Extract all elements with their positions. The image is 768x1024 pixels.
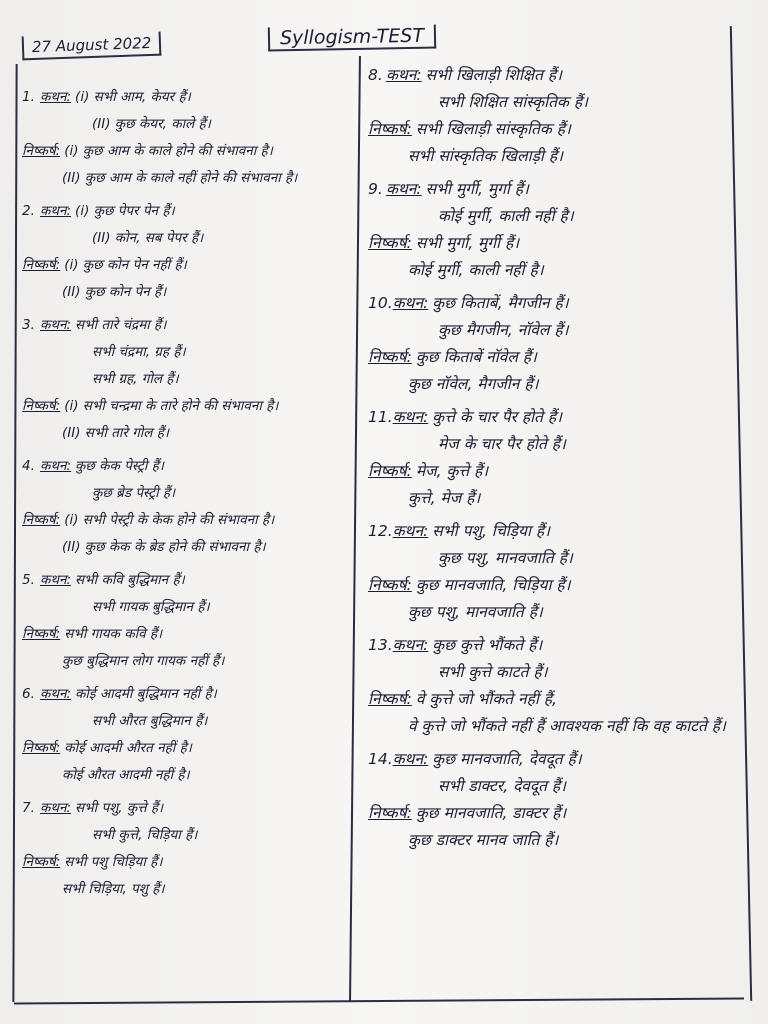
statement-text: कुछ कुत्ते भौंकते हैं। [432, 636, 543, 654]
statement-text: सभी खिलाड़ी शिक्षित हैं। [425, 66, 562, 84]
question-block [368, 746, 738, 854]
conclusion-text: मेज, कुत्ते हैं। [415, 462, 489, 480]
statement-line [22, 681, 352, 708]
question-number: 4. [22, 458, 35, 474]
conclusion-line [22, 420, 352, 447]
conclusion-line [22, 507, 352, 534]
conclusion-label: निष्कर्ष: [22, 854, 61, 870]
statement-text: कुत्ते के चार पैर होते हैं। [432, 408, 562, 426]
conclusion-line [22, 534, 352, 561]
statement-line [368, 632, 738, 659]
conclusion-text: कुछ मानवजाति, डाक्टर हैं। [415, 804, 567, 822]
conclusion-line [22, 876, 352, 903]
conclusion-line [368, 599, 738, 626]
conclusion-line [22, 252, 352, 279]
question-block [22, 567, 352, 675]
statement-text: कोई मुर्गी, काली नहीं है। [438, 207, 574, 225]
page-title: Syllogism-TEST [268, 25, 436, 52]
conclusion-text: सभी सांस्कृतिक खिलाड़ी हैं। [408, 147, 563, 165]
statement-label: कथन: [40, 686, 72, 702]
conclusion-line [368, 458, 738, 485]
conclusion-line [368, 344, 738, 371]
statement-line [22, 198, 352, 225]
conclusion-text: वे कुत्ते जो भौंकते नहीं हैं, [415, 690, 557, 708]
statement-text: कोई आदमी बुद्धिमान नहीं है। [75, 686, 217, 702]
statement-line [368, 659, 738, 686]
conclusion-label: निष्कर्ष: [368, 690, 412, 708]
statement-text: सभी शिक्षित सांस्कृतिक हैं। [438, 93, 588, 111]
statement-line [368, 290, 738, 317]
statement-text: कुछ मैगजीन, नॉवेल हैं। [438, 321, 569, 339]
conclusion-text: कुछ मानवजाति, चिड़िया हैं। [415, 576, 571, 594]
statement-line [368, 317, 738, 344]
conclusion-text: कोई मुर्गी, काली नहीं है। [408, 261, 544, 279]
conclusion-text: (i) कुछ आम के काले होने की संभावना है। [64, 143, 273, 159]
question-block [368, 290, 738, 398]
question-number: 1. [22, 89, 35, 105]
statement-line [368, 545, 738, 572]
statement-line [22, 567, 352, 594]
question-number: 5. [22, 572, 35, 588]
conclusion-text: कुछ डाक्टर मानव जाति हैं। [408, 831, 559, 849]
right-column [368, 62, 738, 860]
conclusion-text: (i) सभी पेस्ट्री के केक होने की संभावना है। [64, 512, 275, 528]
statement-text: सभी मुर्गी, मुर्गा हैं। [425, 180, 529, 198]
conclusion-label: निष्कर्ष: [368, 462, 412, 480]
statement-text: सभी पशु, चिड़िया हैं। [432, 522, 551, 540]
statement-text: (i) सभी आम, केयर हैं। [75, 89, 191, 105]
statement-text: कुछ ब्रेड पेस्ट्री हैं। [92, 485, 176, 501]
conclusion-text: (II) सभी तारे गोल हैं। [62, 425, 170, 441]
conclusion-text: कोई औरत आदमी नहीं है। [62, 767, 190, 783]
conclusion-line [368, 800, 738, 827]
statement-line [368, 62, 738, 89]
statement-text: (i) कुछ पेपर पेन हैं। [75, 203, 175, 219]
conclusion-text: कुछ बुद्धिमान लोग गायक नहीं हैं। [62, 653, 225, 669]
question-block [368, 518, 738, 626]
statement-label: कथन: [40, 89, 72, 105]
conclusion-line [22, 393, 352, 420]
question-number: 14. [368, 750, 393, 768]
conclusion-text: (i) सभी चन्द्रमा के तारे होने की संभावना है। [64, 398, 279, 414]
conclusion-text: (i) कुछ कोन पेन नहीं हैं। [64, 257, 187, 273]
statement-line [22, 84, 352, 111]
conclusion-label: निष्कर्ष: [368, 348, 412, 366]
conclusion-line [368, 143, 738, 170]
statement-line [22, 795, 352, 822]
conclusion-label: निष्कर्ष: [22, 398, 61, 414]
conclusion-label: निष्कर्ष: [368, 120, 412, 138]
conclusion-text: कुछ पशु, मानवजाति हैं। [408, 603, 543, 621]
conclusion-label: निष्कर्ष: [368, 576, 412, 594]
statement-line [368, 89, 738, 116]
question-number: 9. [368, 180, 383, 198]
statement-line [368, 431, 738, 458]
conclusion-text: सभी पशु चिड़िया हैं। [64, 854, 163, 870]
statement-text: सभी डाक्टर, देवदूत हैं। [438, 777, 567, 795]
statement-label: कथन: [392, 408, 429, 426]
statement-line [22, 312, 352, 339]
conclusion-text: (II) कुछ केक के ब्रेड होने की संभावना है। [62, 539, 266, 555]
question-number: 13. [368, 636, 393, 654]
statement-line [368, 203, 738, 230]
conclusion-text: कोई आदमी औरत नहीं है। [64, 740, 192, 756]
statement-line [368, 176, 738, 203]
question-number: 12. [368, 522, 393, 540]
question-number: 10. [368, 294, 393, 312]
statement-label: कथन: [392, 750, 429, 768]
statement-line [22, 111, 352, 138]
statement-text: सभी कुत्ते, चिड़िया हैं। [92, 827, 198, 843]
statement-label: कथन: [40, 203, 72, 219]
statement-text: कुछ केक पेस्ट्री हैं। [75, 458, 164, 474]
statement-label: कथन: [392, 636, 429, 654]
question-block [368, 632, 738, 740]
question-number: 6. [22, 686, 35, 702]
conclusion-text: सभी गायक कवि हैं। [64, 626, 163, 642]
conclusion-text: सभी चिड़िया, पशु हैं। [62, 881, 165, 897]
statement-text: कुछ पशु, मानवजाति हैं। [438, 549, 573, 567]
statement-line [22, 366, 352, 393]
conclusion-text: (II) कुछ आम के काले नहीं होने की संभावना है। [62, 170, 298, 186]
conclusion-line [368, 686, 738, 713]
conclusion-line [368, 116, 738, 143]
statement-text: सभी गायक बुद्धिमान हैं। [92, 599, 210, 615]
statement-line [22, 453, 352, 480]
date: 27 August 2022 [22, 32, 162, 61]
question-block [22, 312, 352, 447]
conclusion-line [368, 485, 738, 512]
statement-line [22, 480, 352, 507]
page-border-bottom [14, 997, 744, 1004]
conclusion-label: निष्कर्ष: [22, 626, 61, 642]
statement-label: कथन: [40, 800, 72, 816]
conclusion-line [368, 713, 738, 740]
question-block [22, 795, 352, 903]
statement-label: कथन: [392, 522, 429, 540]
conclusion-text: कुछ नॉवेल, मैगजीन हैं। [408, 375, 539, 393]
conclusion-text: सभी खिलाड़ी सांस्कृतिक हैं। [415, 120, 571, 138]
conclusion-text: वे कुत्ते जो भौंकते नहीं हैं आवश्यक नहीं कि वह काटते हैं। [408, 717, 726, 735]
statement-text: मेज के चार पैर होते हैं। [438, 435, 566, 453]
left-column [22, 84, 352, 909]
question-number: 3. [22, 317, 35, 333]
conclusion-label: निष्कर्ष: [368, 234, 412, 252]
question-block [368, 404, 738, 512]
conclusion-line [22, 165, 352, 192]
conclusion-label: निष्कर्ष: [22, 143, 61, 159]
statement-text: सभी चंद्रमा, ग्रह हैं। [92, 344, 186, 360]
question-block [368, 62, 738, 170]
statement-label: कथन: [40, 317, 72, 333]
conclusion-line [368, 827, 738, 854]
statement-line [22, 822, 352, 849]
statement-line [368, 746, 738, 773]
conclusion-line [22, 279, 352, 306]
conclusion-text: कुत्ते, मेज हैं। [408, 489, 481, 507]
question-number: 8. [368, 66, 383, 84]
question-block [22, 681, 352, 789]
question-number: 7. [22, 800, 35, 816]
statement-text: सभी तारे चंद्रमा हैं। [75, 317, 167, 333]
statement-line [368, 518, 738, 545]
page-border-left [12, 64, 17, 1002]
statement-line [22, 339, 352, 366]
conclusion-label: निष्कर्ष: [22, 512, 61, 528]
conclusion-line [368, 371, 738, 398]
conclusion-text: (II) कुछ कोन पेन हैं। [62, 284, 167, 300]
conclusion-text: सभी मुर्गा, मुर्गी हैं। [415, 234, 520, 252]
statement-text: सभी पशु, कुत्ते हैं। [75, 800, 164, 816]
conclusion-line [22, 735, 352, 762]
statement-label: कथन: [386, 180, 422, 198]
statement-text: कुछ किताबें, मैगजीन हैं। [432, 294, 569, 312]
statement-line [368, 773, 738, 800]
statement-label: कथन: [392, 294, 429, 312]
question-block [22, 198, 352, 306]
statement-text: सभी कवि बुद्धिमान हैं। [75, 572, 185, 588]
conclusion-text: कुछ किताबें नॉवेल हैं। [415, 348, 537, 366]
statement-text: कुछ मानवजाति, देवदूत हैं। [432, 750, 582, 768]
statement-text: (II) कोन, सब पेपर हैं। [92, 230, 204, 246]
question-number: 11. [368, 408, 393, 426]
question-block [368, 176, 738, 284]
conclusion-line [22, 849, 352, 876]
conclusion-line [22, 621, 352, 648]
statement-line [22, 594, 352, 621]
conclusion-line [22, 648, 352, 675]
conclusion-label: निष्कर्ष: [22, 257, 61, 273]
conclusion-label: निष्कर्ष: [22, 740, 61, 756]
statement-line [22, 225, 352, 252]
conclusion-line [368, 572, 738, 599]
question-block [22, 84, 352, 192]
question-block [22, 453, 352, 561]
statement-label: कथन: [40, 458, 72, 474]
question-number: 2. [22, 203, 35, 219]
statement-text: (II) कुछ केयर, काले हैं। [92, 116, 211, 132]
statement-line [368, 404, 738, 431]
statement-text: सभी कुत्ते काटते हैं। [438, 663, 548, 681]
statement-text: सभी ग्रह, गोल हैं। [92, 371, 179, 387]
conclusion-label: निष्कर्ष: [368, 804, 412, 822]
conclusion-line [22, 762, 352, 789]
statement-line [22, 708, 352, 735]
statement-label: कथन: [386, 66, 422, 84]
conclusion-line [368, 257, 738, 284]
statement-text: सभी औरत बुद्धिमान हैं। [92, 713, 208, 729]
conclusion-line [22, 138, 352, 165]
conclusion-line [368, 230, 738, 257]
statement-label: कथन: [40, 572, 72, 588]
